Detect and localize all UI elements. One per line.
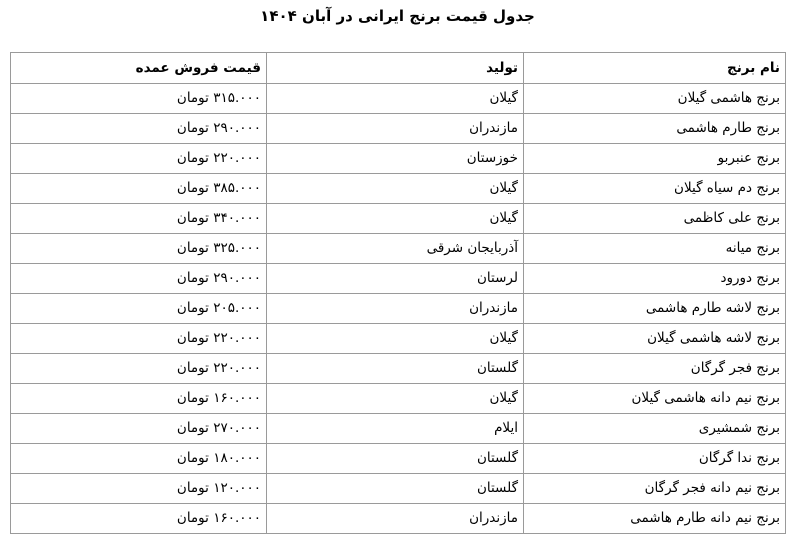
- rice-name-cell: برنج عنبربو: [524, 144, 786, 174]
- rice-name-cell: برنج ندا گرگان: [524, 444, 786, 474]
- origin-cell: گیلان: [267, 204, 524, 234]
- table-row: [11, 114, 786, 144]
- table-row: [11, 384, 786, 414]
- table-row: [11, 144, 786, 174]
- rice-name-cell: برنج فجر گرگان: [524, 354, 786, 384]
- page-title: جدول قیمت برنج ایرانی در آبان ۱۴۰۴: [260, 7, 535, 25]
- rice-name-cell: برنج هاشمی گیلان: [524, 84, 786, 114]
- table-row: [11, 414, 786, 444]
- price-cell: ۳۱۵.۰۰۰ تومان: [11, 84, 267, 114]
- price-cell: ۳۲۵.۰۰۰ تومان: [11, 234, 267, 264]
- price-cell: ۲۹۰.۰۰۰ تومان: [11, 264, 267, 294]
- table-row: [11, 204, 786, 234]
- table-row: [11, 264, 786, 294]
- origin-cell: مازندران: [267, 504, 524, 534]
- origin-cell: لرستان: [267, 264, 524, 294]
- origin-cell: گیلان: [267, 384, 524, 414]
- rice-name-cell: برنج نیم دانه هاشمی گیلان: [524, 384, 786, 414]
- rice-name-cell: برنج دورود: [524, 264, 786, 294]
- origin-cell: مازندران: [267, 114, 524, 144]
- rice-name-cell: برنج میانه: [524, 234, 786, 264]
- price-cell: ۳۸۵.۰۰۰ تومان: [11, 174, 267, 204]
- origin-cell: گیلان: [267, 174, 524, 204]
- table-row: [11, 354, 786, 384]
- origin-cell: گلستان: [267, 444, 524, 474]
- rice-name-cell: برنج طارم هاشمی: [524, 114, 786, 144]
- table-row: [11, 234, 786, 264]
- origin-cell: گلستان: [267, 474, 524, 504]
- rice-name-cell: برنج دم سیاه گیلان: [524, 174, 786, 204]
- price-cell: ۲۰۵.۰۰۰ تومان: [11, 294, 267, 324]
- table-row: [11, 174, 786, 204]
- table-body: [11, 84, 786, 534]
- price-cell: ۱۶۰.۰۰۰ تومان: [11, 504, 267, 534]
- table-row: [11, 474, 786, 504]
- price-cell: ۲۷۰.۰۰۰ تومان: [11, 414, 267, 444]
- price-cell: ۱۸۰.۰۰۰ تومان: [11, 444, 267, 474]
- origin-cell: مازندران: [267, 294, 524, 324]
- origin-cell: گیلان: [267, 84, 524, 114]
- rice-name-cell: برنج لاشه طارم هاشمی: [524, 294, 786, 324]
- price-cell: ۲۲۰.۰۰۰ تومان: [11, 354, 267, 384]
- price-cell: ۱۲۰.۰۰۰ تومان: [11, 474, 267, 504]
- header-wholesale-price: قیمت فروش عمده: [11, 53, 267, 84]
- origin-cell: گلستان: [267, 354, 524, 384]
- origin-cell: خوزستان: [267, 144, 524, 174]
- price-cell: ۲۲۰.۰۰۰ تومان: [11, 144, 267, 174]
- header-rice-name: نام برنج: [524, 53, 786, 84]
- price-cell: ۲۹۰.۰۰۰ تومان: [11, 114, 267, 144]
- header-origin: تولید: [267, 53, 524, 84]
- table-row: [11, 294, 786, 324]
- table-row: [11, 324, 786, 354]
- rice-name-cell: برنج نیم دانه فجر گرگان: [524, 474, 786, 504]
- table-header-row: [11, 53, 786, 84]
- origin-cell: آذربایجان شرقی: [267, 234, 524, 264]
- table-row: [11, 444, 786, 474]
- table-row: [11, 504, 786, 534]
- rice-name-cell: برنج علی کاظمی: [524, 204, 786, 234]
- price-cell: ۱۶۰.۰۰۰ تومان: [11, 384, 267, 414]
- rice-name-cell: برنج شمشیری: [524, 414, 786, 444]
- table-row: [11, 84, 786, 114]
- price-cell: ۳۴۰.۰۰۰ تومان: [11, 204, 267, 234]
- rice-name-cell: برنج لاشه هاشمی گیلان: [524, 324, 786, 354]
- rice-name-cell: برنج نیم دانه طارم هاشمی: [524, 504, 786, 534]
- price-cell: ۲۲۰.۰۰۰ تومان: [11, 324, 267, 354]
- rice-price-table: [10, 52, 786, 534]
- origin-cell: ایلام: [267, 414, 524, 444]
- origin-cell: گیلان: [267, 324, 524, 354]
